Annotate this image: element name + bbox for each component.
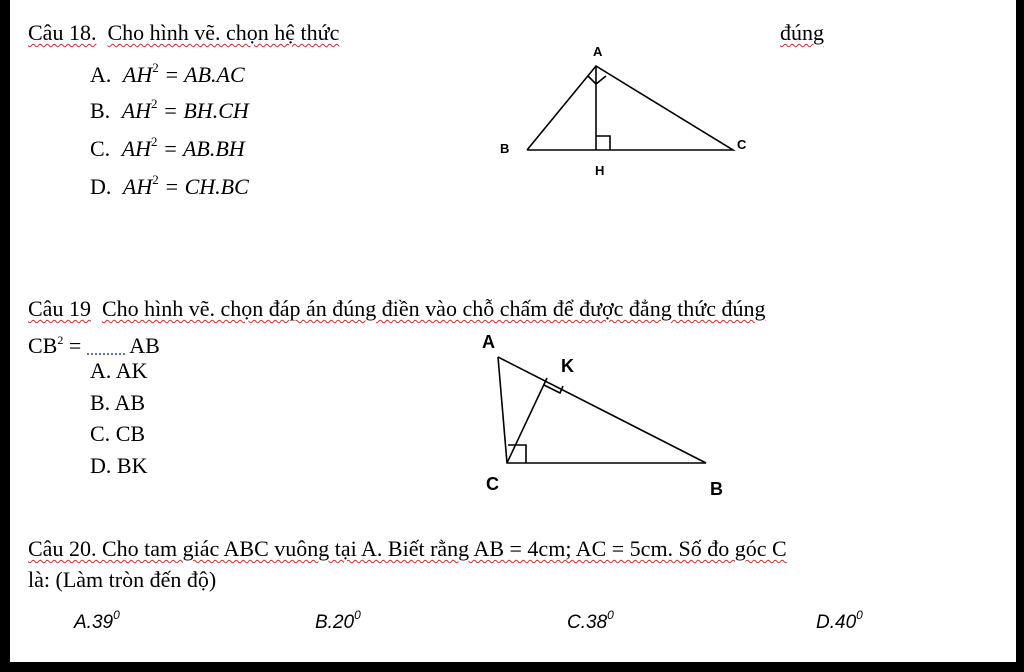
q20-line2: là: (Làm tròn đến độ) [28,567,217,592]
q19-option-value: BK [116,453,148,478]
q20-option-letter: C. [567,612,586,633]
q20-option-letter: A. [74,612,92,633]
q19-option-letter: D. [90,453,112,478]
q20-option-deg: 0 [354,608,361,622]
q19-triangle-outline [498,357,706,463]
q18-option-rhs: = BH.CH [163,98,249,123]
q19-eq-rhs: AB [129,333,160,358]
q19-triangle-figure [10,0,1016,662]
q19-altitude-ck [507,378,547,463]
q20-option-value: 39 [91,612,114,633]
q18-option-rhs: = AB.BH [163,136,245,161]
q18-label-b: B [500,141,510,156]
q18-option-exp: 2 [152,60,159,75]
q18-option-rhs: = CH.BC [164,174,249,199]
q20-option-value: 38 [586,612,608,633]
q20-option-d[interactable] [816,602,863,636]
q20-option-value: 40 [835,612,857,633]
q20-option-c[interactable] [567,602,614,636]
q19-eq-exp: 2 [57,333,64,347]
q19-eq-lhs: CB [28,333,58,358]
q19-option-letter: C. [90,421,111,446]
q18-option-letter: B. [90,98,111,123]
q18-label-c: C [737,137,747,152]
q18-label-a: A [593,44,603,59]
q20-option-deg: 0 [856,608,863,622]
q19-prefix: Câu 19 [28,296,91,321]
q20-option-letter: D. [816,612,835,633]
q20-option-letter: B. [315,612,333,633]
q18-option-lhs: AH [122,174,153,199]
q18-option-letter: A. [90,62,112,87]
q18-option-lhs: AH [121,136,152,161]
q18-prefix: Câu 18. [28,20,97,45]
q18-option-exp: 2 [151,134,158,149]
q20-line1: Câu 20. Cho tam giác ABC vuông tại A. Biết rằng AB = 4cm; AC = 5cm. Số đo góc C [28,536,787,561]
q20-option-deg: 0 [113,608,120,622]
q18-label-h: H [595,163,605,178]
q18-option-exp: 2 [151,96,158,111]
q18-option-letter: C. [90,136,111,161]
q20-option-b[interactable] [315,602,361,636]
q19-option-value: AB [114,390,146,415]
q19-option-value: CB [115,421,146,446]
q19-label-c: C [486,474,499,494]
q19-eq-mid: = [68,333,82,358]
q20-option-a[interactable] [74,602,120,636]
q18-option-exp: 2 [152,172,159,187]
q19-label-b: B [710,479,723,499]
q20-option-value: 20 [332,612,355,633]
q19-text: Cho hình vẽ. chọn đáp án đúng điền vào chỗ chấm để được đẳng thức đúng [101,296,766,321]
worksheet [10,0,1016,662]
q18-option-rhs: = AB.AC [164,62,245,87]
q18-option-lhs: AH [121,98,152,123]
q19-option-letter: A. [90,358,112,383]
q18-option-lhs: AH [122,62,153,87]
q19-option-letter: B. [90,390,111,415]
q20-option-deg: 0 [607,608,614,622]
q19-label-k: K [561,356,574,376]
q18-text: Cho hình vẽ. chọn hệ thức [107,20,340,45]
q18-tail: đúng [780,20,824,45]
q19-label-a: A [482,332,495,352]
q18-option-letter: D. [90,174,112,199]
q19-option-value: AK [115,358,148,383]
